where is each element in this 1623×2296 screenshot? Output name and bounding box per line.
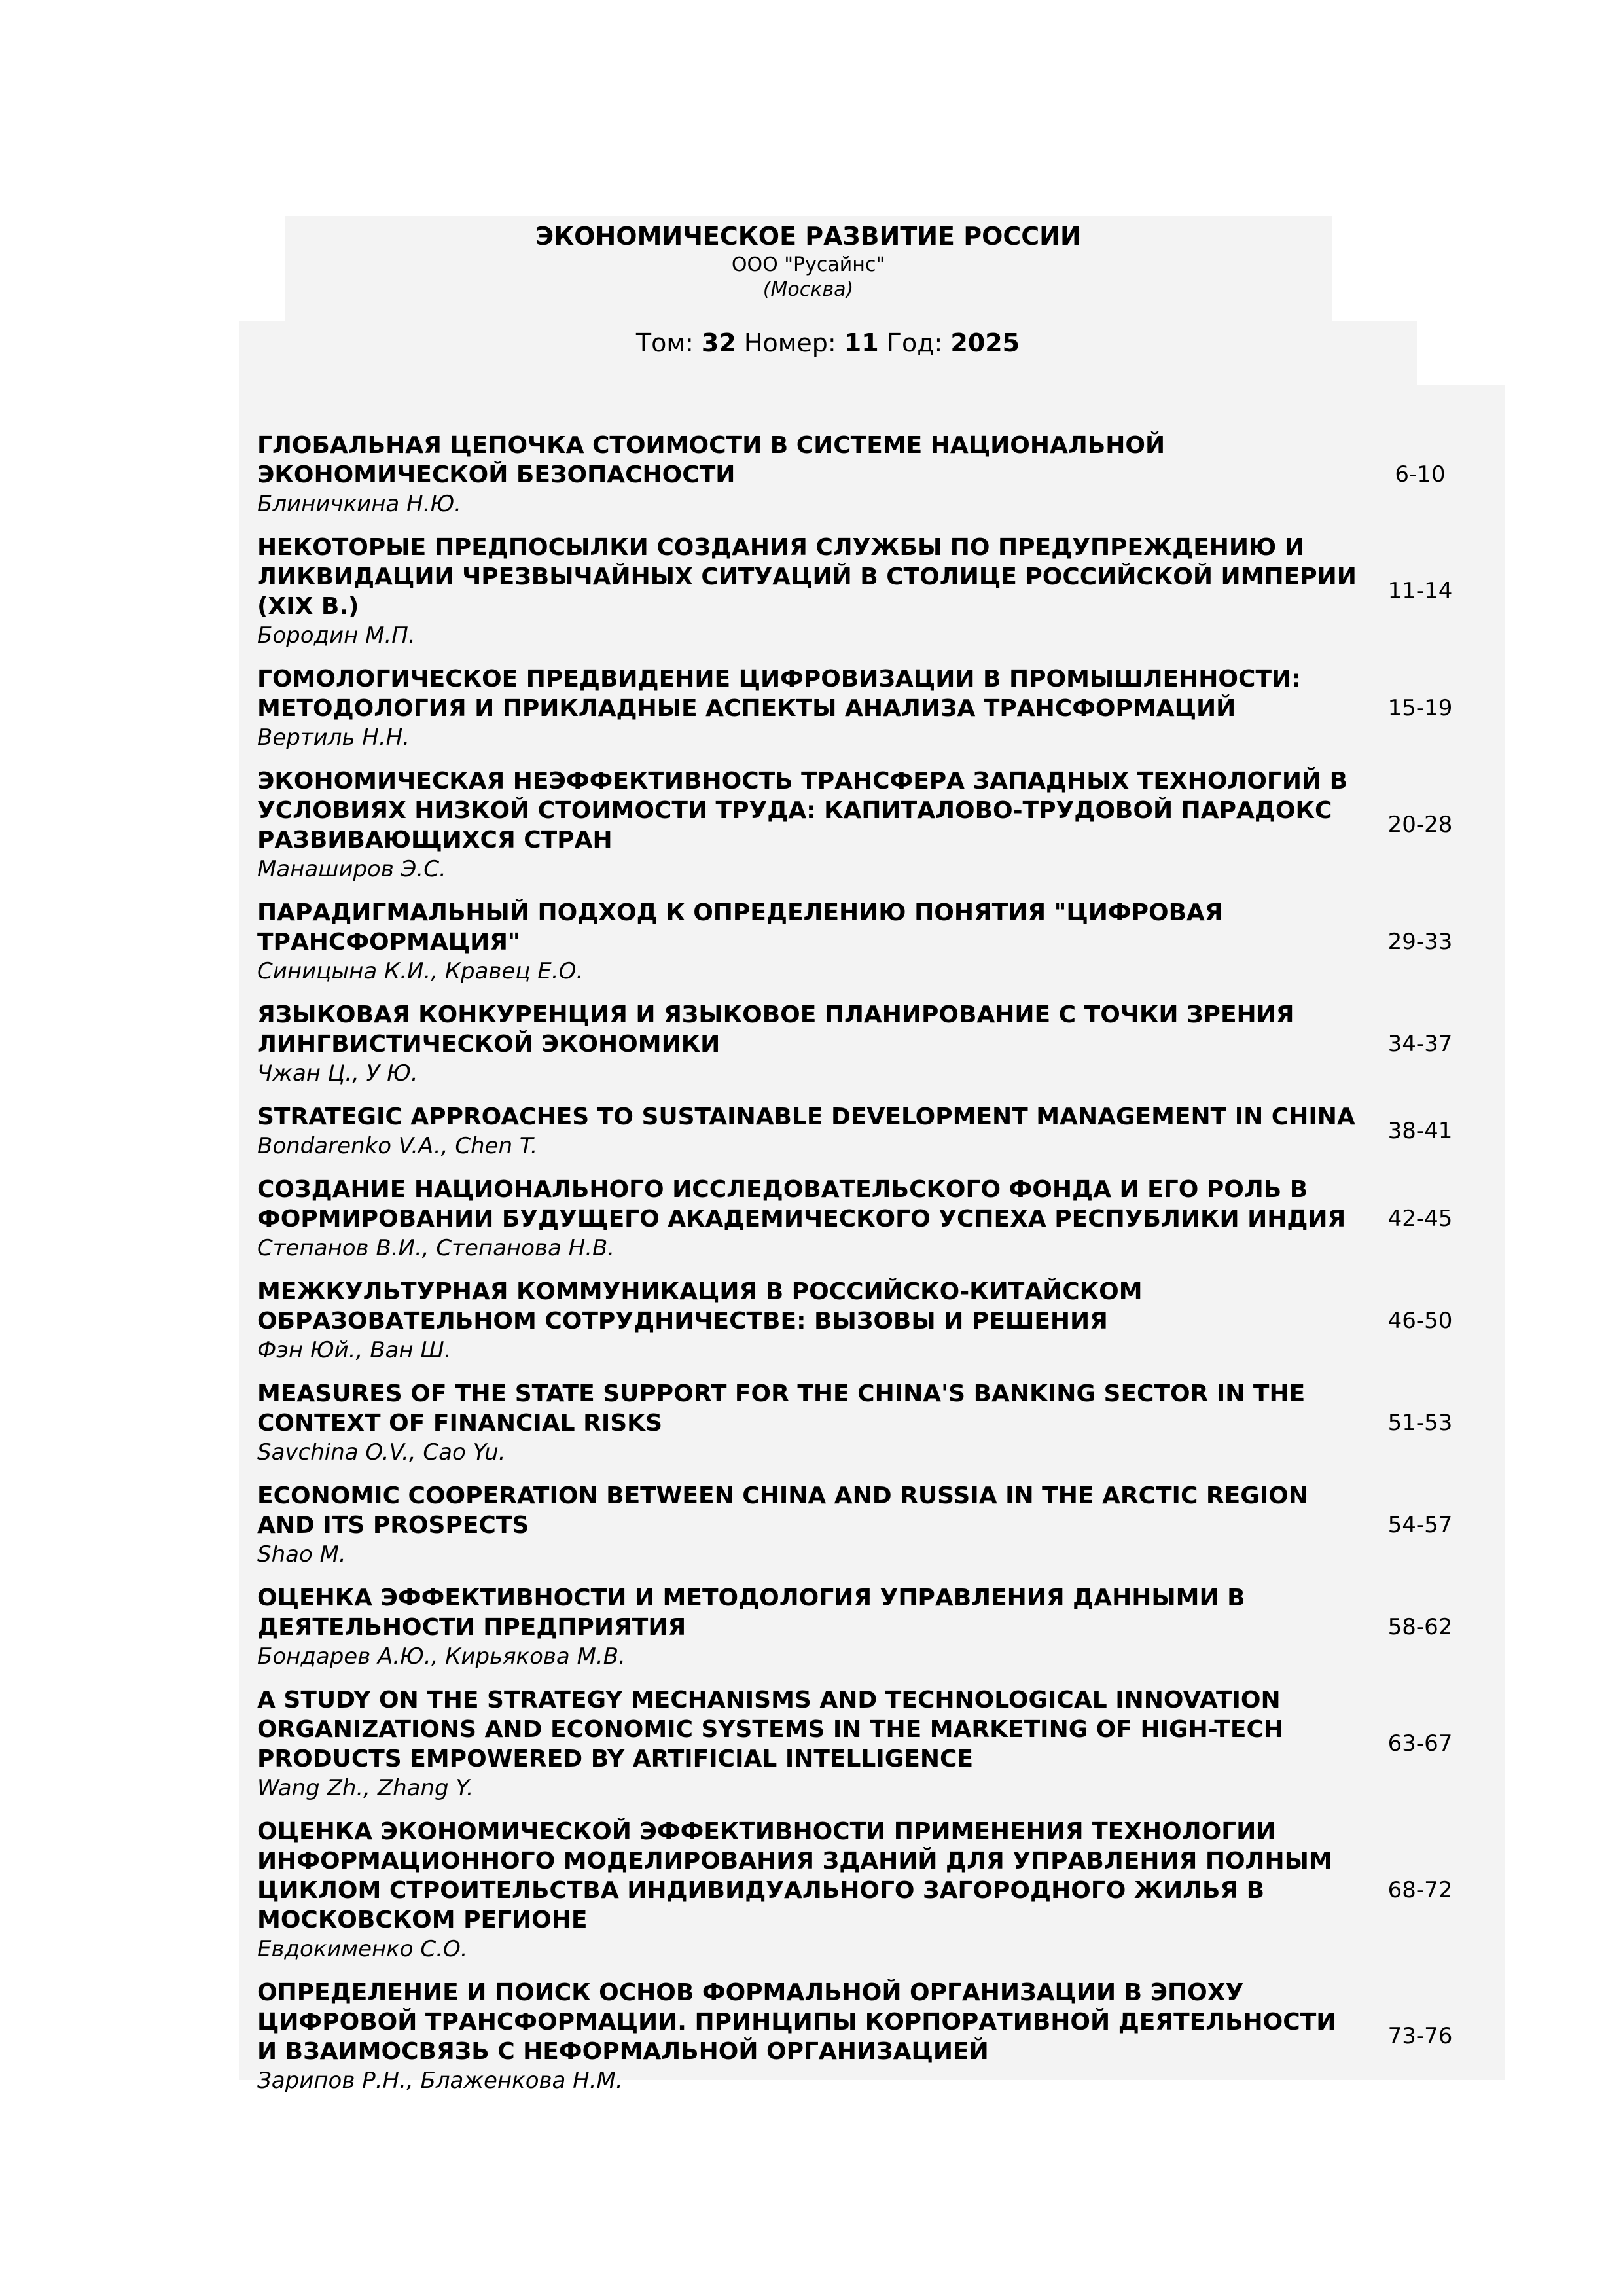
article-pages: 20-28 [1387, 812, 1453, 838]
article-title[interactable]: ПАРАДИГМАЛЬНЫЙ ПОДХОД К ОПРЕДЕЛЕНИЮ ПОНЯТИЯ "ЦИФРОВАЯ ТРАНСФОРМАЦИЯ" [257, 899, 1223, 956]
article-title[interactable]: НЕКОТОРЫЕ ПРЕДПОСЫЛКИ СОЗДАНИЯ СЛУЖБЫ ПО ПРЕДУПРЕЖДЕНИЮ И ЛИКВИДАЦИИ ЧРЕЗВЫЧАЙНЫХ СИТУАЦИЙ В СТОЛИЦЕ РОССИЙСКОЙ ИМПЕРИИ (XIX В.) [257, 534, 1357, 620]
article-title[interactable]: ОПРЕДЕЛЕНИЕ И ПОИСК ОСНОВ ФОРМАЛЬНОЙ ОРГАНИЗАЦИИ В ЭПОХУ ЦИФРОВОЙ ТРАНСФОРМАЦИИ. ПРИНЦИПЫ КОРПОРАТИВНОЙ ДЕЯТЕЛЬНОСТИ И ВЗАИМОСВЯЗЬ С НЕФОРМАЛЬНОЙ ОРГАНИЗАЦИЕЙ [257, 1979, 1336, 2065]
article-pages: 29-33 [1387, 929, 1453, 955]
article-authors: Синицына К.И., Кравец Е.О. [257, 958, 584, 984]
article-title[interactable]: ОЦЕНКА ЭКОНОМИЧЕСКОЙ ЭФФЕКТИВНОСТИ ПРИМЕНЕНИЯ ТЕХНОЛОГИИ ИНФОРМАЦИОННОГО МОДЕЛИРОВАНИЯ ЗДАНИЙ ДЛЯ УПРАВЛЕНИЯ ПОЛНЫМ ЦИКЛОМ СТРОИТЕЛЬСТВА ИНДИВИДУАЛЬНОГО ЗАГОРОДНОГО ЖИЛЬЯ В МОСКОВСКОМ РЕГИОНЕ [257, 1818, 1332, 1933]
journal-title: ЭКОНОМИЧЕСКОЕ РАЗВИТИЕ РОССИИ [535, 222, 1081, 251]
volume-label: Том: [635, 329, 694, 357]
article-title[interactable]: STRATEGIC APPROACHES TO SUSTAINABLE DEVELOPMENT MANAGEMENT IN CHINA [257, 1103, 1355, 1130]
article-title[interactable]: ОЦЕНКА ЭФФЕКТИВНОСТИ И МЕТОДОЛОГИЯ УПРАВЛЕНИЯ ДАННЫМИ В ДЕЯТЕЛЬНОСТИ ПРЕДПРИЯТИЯ [257, 1585, 1245, 1641]
article-authors: Бородин М.П. [257, 622, 416, 649]
article-title[interactable]: МЕЖКУЛЬТУРНАЯ КОММУНИКАЦИЯ В РОССИЙСКО-КИТАЙСКОМ ОБРАЗОВАТЕЛЬНОМ СОТРУДНИЧЕСТВЕ: ВЫЗОВЫ И РЕШЕНИЯ [257, 1278, 1143, 1335]
publisher: ООО "Русайнс" [731, 253, 885, 276]
article-authors: Bondarenko V.A., Chen T. [257, 1133, 538, 1159]
article-pages: 51-53 [1387, 1410, 1453, 1436]
article-pages: 42-45 [1387, 1206, 1453, 1232]
journal-header [285, 216, 1332, 321]
article-authors: Степанов В.И., Степанова Н.В. [257, 1235, 615, 1261]
article-pages: 11-14 [1387, 578, 1453, 604]
article-authors: Бондарев А.Ю., Кирьякова М.В. [257, 1643, 626, 1670]
article-title[interactable]: ГОМОЛОГИЧЕСКОЕ ПРЕДВИДЕНИЕ ЦИФРОВИЗАЦИИ В ПРОМЫШЛЕННОСТИ: МЕТОДОЛОГИЯ И ПРИКЛАДНЫЕ АСПЕКТЫ АНАЛИЗА ТРАНСФОРМАЦИЙ [257, 666, 1301, 722]
table-of-contents [239, 385, 1505, 2094]
article-authors: Манаширов Э.С. [257, 856, 446, 882]
article-authors: Чжан Ц., У Ю. [257, 1060, 418, 1086]
article-pages: 73-76 [1387, 2023, 1453, 2049]
article-title[interactable]: ЯЗЫКОВАЯ КОНКУРЕНЦИЯ И ЯЗЫКОВОЕ ПЛАНИРОВАНИЕ С ТОЧКИ ЗРЕНИЯ ЛИНГВИСТИЧЕСКОЙ ЭКОНОМИКИ [257, 1001, 1294, 1058]
article-title[interactable]: ГЛОБАЛЬНАЯ ЦЕПОЧКА СТОИМОСТИ В СИСТЕМЕ НАЦИОНАЛЬНОЙ ЭКОНОМИЧЕСКОЙ БЕЗОПАСНОСТИ [257, 432, 1166, 488]
year-value: 2025 [950, 329, 1020, 357]
year-label: Год: [886, 329, 943, 357]
article-authors: Вертиль Н.Н. [257, 725, 410, 751]
article-authors: Зарипов Р.Н., Блаженкова Н.М. [257, 2068, 623, 2094]
article-authors: Фэн Юй., Ван Ш. [257, 1337, 452, 1363]
article-title[interactable]: ЭКОНОМИЧЕСКАЯ НЕЭФФЕКТИВНОСТЬ ТРАНСФЕРА ЗАПАДНЫХ ТЕХНОЛОГИЙ В УСЛОВИЯХ НИЗКОЙ СТОИМОСТИ ТРУДА: КАПИТАЛОВО-ТРУДОВОЙ ПАРАДОКС РАЗВИВАЮЩИХСЯ СТРАН [257, 768, 1348, 853]
article-pages: 68-72 [1387, 1877, 1453, 1903]
article-authors: Wang Zh., Zhang Y. [257, 1775, 474, 1801]
number-value: 11 [844, 329, 879, 357]
article-pages: 6-10 [1395, 461, 1446, 488]
article-authors: Блиничкина Н.Ю. [257, 491, 461, 517]
article-authors: Shao M. [257, 1541, 346, 1568]
number-label: Номер: [743, 329, 836, 357]
article-pages: 15-19 [1387, 695, 1453, 721]
issue-info [239, 321, 1417, 386]
article-pages: 58-62 [1387, 1614, 1453, 1640]
volume-value: 32 [701, 329, 736, 357]
article-pages: 46-50 [1387, 1308, 1453, 1334]
article-pages: 54-57 [1387, 1512, 1453, 1538]
article-authors: Евдокименко С.О. [257, 1936, 468, 1962]
article-pages: 38-41 [1387, 1118, 1453, 1144]
article-title[interactable]: ECONOMIC COOPERATION BETWEEN CHINA AND RUSSIA IN THE ARCTIC REGION AND ITS PROSPECTS [257, 1482, 1308, 1539]
article-title[interactable]: MEASURES OF THE STATE SUPPORT FOR THE CHINA'S BANKING SECTOR IN THE CONTEXT OF FINANCIAL RISKS [257, 1380, 1306, 1437]
city: (Москва) [762, 278, 854, 301]
article-pages: 34-37 [1387, 1031, 1453, 1057]
article-authors: Savchina O.V., Cao Yu. [257, 1439, 506, 1465]
article-title[interactable]: A STUDY ON THE STRATEGY MECHANISMS AND TECHNOLOGICAL INNOVATION ORGANIZATIONS AND ECONOMIC SYSTEMS IN THE MARKETING OF HIGH-TECH PRODUCTS EMPOWERED BY ARTIFICIAL INTELLIGENCE [257, 1687, 1284, 1772]
article-title[interactable]: СОЗДАНИЕ НАЦИОНАЛЬНОГО ИССЛЕДОВАТЕЛЬСКОГО ФОНДА И ЕГО РОЛЬ В ФОРМИРОВАНИИ БУДУЩЕГО АКАДЕМИЧЕСКОГО УСПЕХА РЕСПУБЛИКИ ИНДИЯ [257, 1176, 1346, 1232]
article-pages: 63-67 [1387, 1731, 1453, 1757]
